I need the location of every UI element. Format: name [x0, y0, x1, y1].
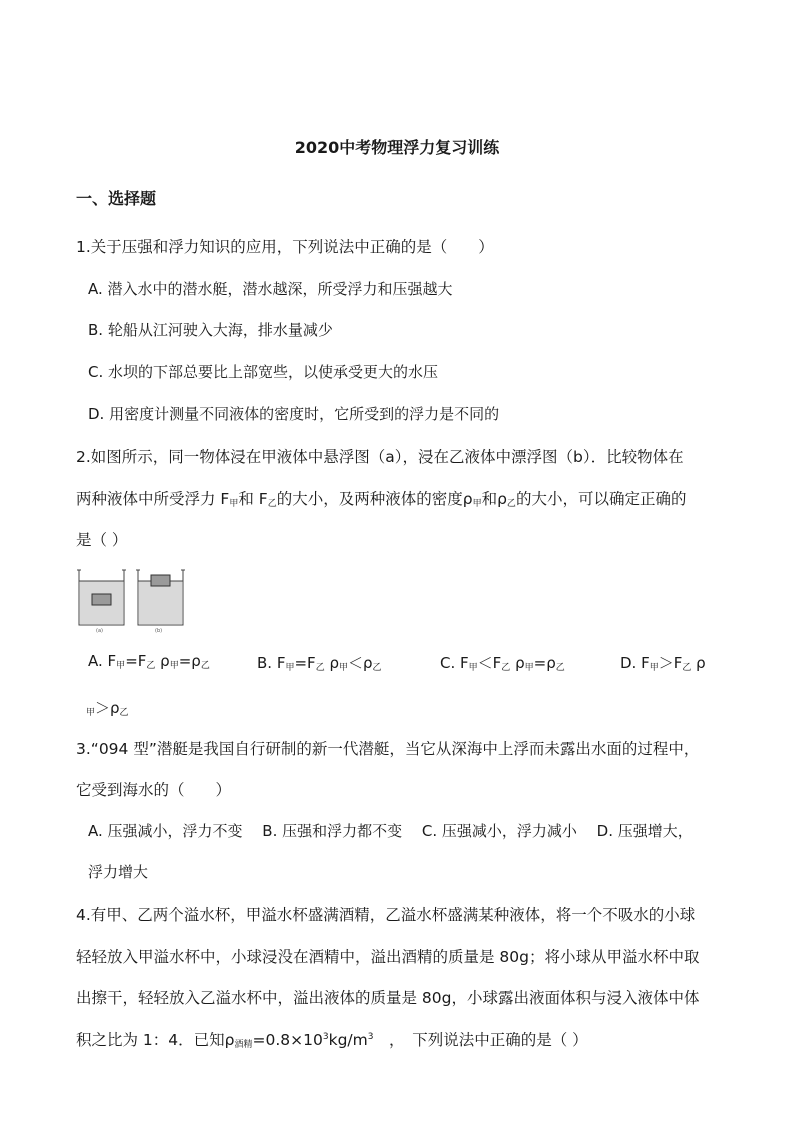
q3-options: A. 压强减小，浮力不变 B. 压强和浮力都不变 C. 压强减小，浮力减小 D. 压强增大，: [88, 822, 693, 840]
q1-option-d: D. 用密度计测量不同液体的密度时，它所受到的浮力是不同的: [88, 405, 500, 423]
q2-line-2: 两种液体中所受浮力 $F_甲$和 $F_乙$的大小，及两种液体的密度$\rho_甲$和$\rho_乙$的大小，可以确定正确的: [76, 490, 687, 509]
section-heading: 一、选择题: [76, 189, 157, 208]
q2-line-3: 是（ ）: [76, 531, 128, 549]
q2-option-d: D. $F_甲>F_乙$ ρ: [620, 654, 706, 673]
q1-option-a: A. 潜入水中的潜水艇，潜水越深，所受浮力和压强越大: [88, 280, 453, 298]
q2-line-1: 2.如图所示，同一物体浸在甲液体中悬浮图（a），浸在乙液体中漂浮图（b）．比较物体在: [76, 448, 684, 466]
q4-line-1: 4.有甲、乙两个溢水杯，甲溢水杯盛满酒精，乙溢水杯盛满某种液体，将一个不吸水的小球: [76, 906, 696, 924]
q4-line-3: 出擦干，轻轻放入乙溢水杯中，溢出液体的质量是 80g，小球露出液面体积与浸入液体中体: [76, 989, 700, 1007]
q1-stem: 1.关于压强和浮力知识的应用，下列说法中正确的是（ ）: [76, 238, 494, 256]
figure-a-label: (a): [96, 628, 103, 633]
page-title: 2020中考物理浮力复习训练: [294, 138, 500, 157]
q3-line-2: 它受到海水的（ ）: [76, 781, 232, 799]
q4-line-4: 积之比为 1：4．已知$\rho_{酒精}=0.8\times 10^3kg/m^3$ ， 下列说法中正确的是（ ）: [76, 1031, 588, 1050]
beaker-a: [77, 570, 126, 625]
q4-line-2: 轻轻放入甲溢水杯中，小球浸没在酒精中，溢出酒精的质量是 80g；将小球从甲溢水杯中取: [76, 948, 700, 966]
beaker-b: [136, 570, 185, 625]
figure-b-label: (b): [155, 628, 163, 633]
q1-option-b: B. 轮船从江河驶入大海，排水量减少: [88, 321, 333, 339]
q2-option-b: B. $F_甲=F_乙$ $\rho_甲<\rho_乙$: [257, 654, 382, 673]
q2-option-c: C. $F_甲<F_乙$ $\rho_甲=\rho_乙$: [440, 654, 565, 673]
q1-option-c: C. 水坝的下部总要比上部宽些，以使承受更大的水压: [88, 363, 439, 381]
beaker-figure: [76, 567, 188, 633]
q3-options-cont: 浮力增大: [88, 863, 149, 881]
q2-option-a: A. $F_甲=F_乙$ $\rho_甲=\rho_乙$: [88, 652, 210, 671]
q3-line-1: 3.“094 型”潜艇是我国自行研制的新一代潜艇，当它从深海中上浮而未露出水面的过程中，: [76, 740, 700, 758]
q2-option-d-cont: $_甲>\rho_乙$: [86, 699, 129, 718]
